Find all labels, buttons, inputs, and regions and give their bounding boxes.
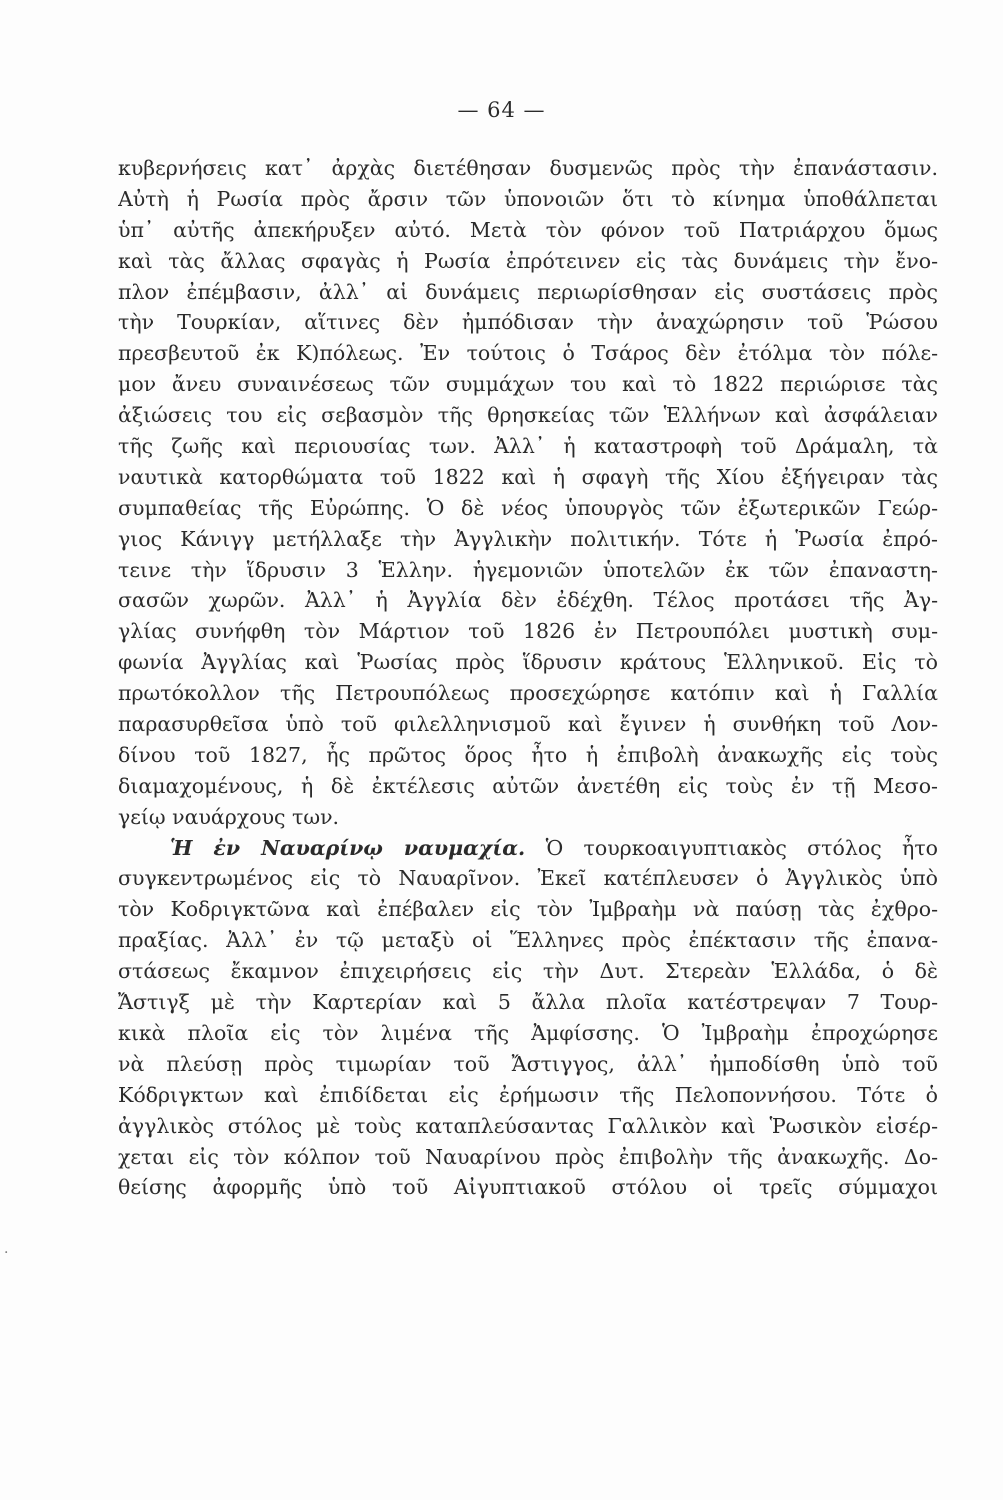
text-line: ἀγγλικὸς στόλος μὲ τοὺς καταπλεύσαντας Γαλλικὸν καὶ Ῥωσικὸν εἰσέρ-	[118, 1113, 938, 1138]
text-line: συμπαθείας τῆς Εὐρώπης. Ὁ δὲ νέος ὑπουργὸς τῶν ἐξωτερικῶν Γεώρ-	[118, 495, 938, 520]
text-line: ὑπ᾽ αὐτῆς ἀπεκήρυξεν αὐτό. Μετὰ τὸν φόνον τοῦ Πατριάρχου ὅμως	[118, 217, 938, 242]
text-line: ἀξιώσεις του εἰς σεβασμὸν τῆς θρησκείας τῶν Ἑλλήνων καὶ ἀσφάλειαν	[118, 403, 938, 428]
text-line: γλίας συνήφθη τὸν Μάρτιον τοῦ 1826 ἐν Πετρουπόλει μυστικὴ συμ-	[118, 619, 938, 644]
text-line: παρασυρθεῖσα ὑπὸ τοῦ φιλελληνισμοῦ καὶ ἔγινεν ἡ συνθήκη τοῦ Λον-	[118, 712, 938, 737]
text-line: Ἄστιγξ μὲ τὴν Καρτερίαν καὶ 5 ἄλλα πλοῖα κατέστρεψαν 7 Τουρ-	[118, 990, 938, 1015]
paragraph-1	[118, 153, 938, 833]
text-line: κυβερνήσεις κατ᾽ ἀρχὰς διετέθησαν δυσμενῶς πρὸς τὴν ἐπανάστασιν.	[118, 156, 938, 180]
section-heading: Ἡ ἐν Ναυαρίνῳ ναυμαχία.	[170, 835, 526, 860]
text-line: πλον ἐπέμβασιν, ἀλλ᾽ αἱ δυνάμεις περιωρίσθησαν εἰς συστάσεις πρὸς	[118, 279, 938, 304]
text-line: Κόδριγκτων καὶ ἐπιδίδεται εἰς ἐρήμωσιν τῆς Πελοποννήσου. Τότε ὁ	[118, 1082, 938, 1107]
text-line: πρεσβευτοῦ ἐκ Κ)πόλεως. Ἐν τούτοις ὁ Τσάρος δὲν ἐτόλμα τὸν πόλε-	[118, 341, 938, 366]
text-line: χεται εἰς τὸν κόλπον τοῦ Ναυαρίνου πρὸς ἐπιβολὴν τῆς ἀνακωχῆς. Δο-	[118, 1144, 938, 1169]
text-line: φωνία Ἀγγλίας καὶ Ῥωσίας πρὸς ἵδρυσιν κράτους Ἑλληνικοῦ. Εἰς τὸ	[118, 650, 938, 675]
text-line: τεινε τὴν ἵδρυσιν 3 Ἑλλην. ἡγεμονιῶν ὑποτελῶν ἐκ τῶν ἐπαναστη-	[118, 557, 938, 582]
text-line: κικὰ πλοῖα εἰς τὸν λιμένα τῆς Ἀμφίσσης. Ὁ Ἰμβραὴμ ἐπροχώρησε	[118, 1020, 938, 1045]
text-line: σασῶν χωρῶν. Ἀλλ᾽ ἡ Ἀγγλία δὲν ἐδέχθη. Τέλος προτάσει τῆς Ἀγ-	[118, 588, 938, 613]
page-number: — 64 —	[457, 98, 546, 122]
text-line: πραξίας. Ἀλλ᾽ ἐν τῷ μεταξὺ οἱ Ἕλληνες πρὸς ἐπέκτασιν τῆς ἐπανα-	[118, 928, 938, 953]
text-line: δίνου τοῦ 1827, ἧς πρῶτος ὅρος ἦτο ἡ ἐπιβολὴ ἀνακωχῆς εἰς τοὺς	[118, 742, 938, 767]
text-line: γιος Κάνιγγ μετήλλαξε τὴν Ἀγγλικὴν πολιτικήν. Τότε ἡ Ῥωσία ἐπρό-	[118, 526, 938, 551]
text-line: μον ἄνευ συναινέσεως τῶν συμμάχων του καὶ τὸ 1822 περιώρισε τὰς	[118, 372, 938, 397]
text-line	[118, 833, 938, 864]
margin-mark: ·	[4, 1245, 9, 1261]
text-line: διαμαχομένους, ἡ δὲ ἐκτέλεσις αὐτῶν ἀνετέθη εἰς τοὺς ἐν τῇ Μεσο-	[118, 773, 938, 798]
text-line: στάσεως ἔκαμνον ἐπιχειρήσεις εἰς τὴν Δυτ. Στερεὰν Ἑλλάδα, ὁ δὲ	[118, 959, 938, 984]
text-line: θείσης ἀφορμῆς ὑπὸ τοῦ Αἰγυπτιακοῦ στόλου οἱ τρεῖς σύμμαχοι	[118, 1175, 938, 1200]
text-run: Ὁ τουρκοαιγυπτιακὸς στόλος ἦτο	[545, 835, 938, 860]
text-line: πρωτόκολλον τῆς Πετρουπόλεως προσεχώρησε κατόπιν καὶ ἡ Γαλλία	[118, 681, 938, 706]
text-line: τῆς ζωῆς καὶ περιουσίας των. Ἀλλ᾽ ἡ καταστροφὴ τοῦ Δράμαλη, τὰ	[118, 434, 938, 459]
paragraph-2	[118, 833, 938, 1204]
text-line: τὸν Κοδριγκτῶνα καὶ ἐπέβαλεν εἰς τὸν Ἰμβραὴμ νὰ παύσῃ τὰς ἐχθρο-	[118, 897, 938, 922]
text-line: νὰ πλεύσῃ πρὸς τιμωρίαν τοῦ Ἄστιγγος, ἀλλ᾽ ἠμποδίσθη ὑπὸ τοῦ	[118, 1051, 938, 1076]
text-line: Αὐτὴ ἡ Ρωσία πρὸς ἄρσιν τῶν ὑπονοιῶν ὅτι τὸ κίνημα ὑποθάλπεται	[118, 186, 938, 211]
text-line: καὶ τὰς ἄλλας σφαγὰς ἡ Ρωσία ἐπρότεινεν εἰς τὰς δυνάμεις τὴν ἔνο-	[118, 248, 938, 273]
text-line: τὴν Τουρκίαν, αἵτινες δὲν ἠμπόδισαν τὴν ἀναχώρησιν τοῦ Ῥώσου	[118, 310, 938, 335]
text-line: συγκεντρωμένος εἰς τὸ Ναυαρῖνον. Ἐκεῖ κατέπλευσεν ὁ Ἀγγλικὸς ὑπὸ	[118, 866, 938, 891]
body-text	[118, 153, 938, 1203]
text-line: ναυτικὰ κατορθώματα τοῦ 1822 καὶ ἡ σφαγὴ τῆς Χίου ἐξήγειραν τὰς	[118, 464, 938, 489]
text-line: γείῳ ναυάρχους των.	[118, 804, 340, 829]
